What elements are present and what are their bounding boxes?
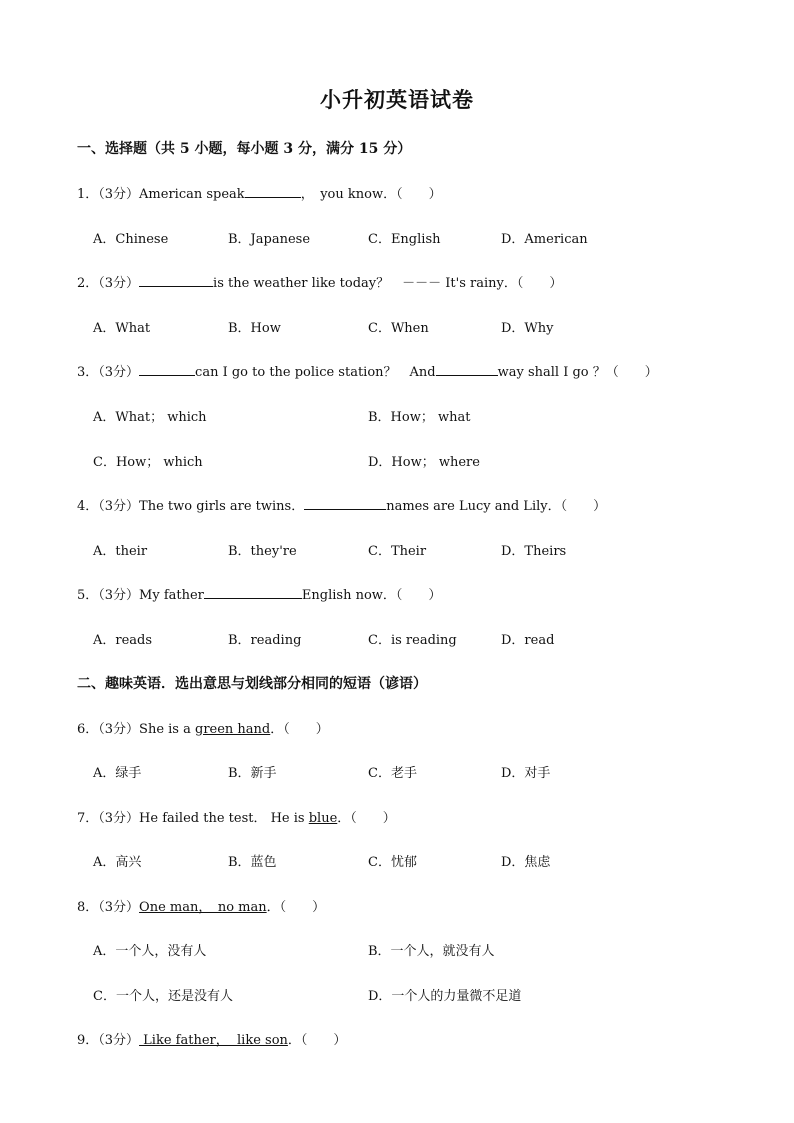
question-2-option-a[interactable]: A．What [93,321,151,336]
question-5-option-c[interactable]: C．is reading [368,633,457,648]
question-1-option-c[interactable]: C．English [368,232,441,247]
question-3-prefix: 3．（3分） [77,365,140,380]
question-6-option-b[interactable]: B．新手 [228,766,277,781]
question-5-prefix: 5．（3分）My father [77,588,204,603]
question-3-blank-1 [139,362,195,376]
question-5-suffix: English now．（ ） [301,588,442,603]
question-1-option-a[interactable]: A．Chinese [93,232,169,247]
question-1-suffix: ， you know．（ ） [300,187,442,202]
question-7-option-a[interactable]: A．高兴 [93,855,142,870]
question-4-option-b[interactable]: B．they're [228,544,297,559]
question-7-suffix: ．（ ） [337,811,396,826]
question-5-blank [204,585,302,599]
question-2 [77,272,562,291]
question-3 [77,361,658,380]
question-1 [77,183,442,202]
question-8-option-d[interactable]: D．一个人的力量微不足道 [368,989,522,1004]
question-8-option-a[interactable]: A．一个人，没有人 [93,944,207,959]
question-7 [77,807,396,826]
question-1-blank [245,184,301,198]
question-8-option-c[interactable]: C．一个人，还是没有人 [93,989,233,1004]
question-3-option-d[interactable]: D．How； where [368,455,480,470]
question-7-underlined: blue [308,811,338,826]
question-5-option-d[interactable]: D．read [501,633,555,648]
question-4-option-d[interactable]: D．Theirs [501,544,567,559]
question-8-suffix: ．（ ） [266,900,326,915]
question-2-suffix: is the weather like today？ －－－ It's rainy．（ ） [213,276,563,291]
question-4 [77,495,606,514]
section-heading-2: 二、趣味英语．选出意思与划线部分相同的短语（谚语） [77,676,427,692]
question-6 [77,718,329,737]
question-4-prefix: 4．（3分）The two girls are twins． [77,499,305,514]
question-8-option-b[interactable]: B．一个人，就没有人 [368,944,495,959]
question-4-blank [304,496,386,510]
question-5-option-b[interactable]: B．reading [228,633,302,648]
question-3-option-b[interactable]: B．How； what [368,410,471,425]
question-9-suffix: ．（ ） [287,1033,347,1048]
question-3-middle: can I go to the police station？ And [195,365,436,380]
question-8 [77,896,325,915]
question-6-option-d[interactable]: D．对手 [501,766,551,781]
question-8-prefix: 8．（3分） [77,900,140,915]
question-2-prefix: 2．（3分） [77,276,140,291]
question-1-option-d[interactable]: D．American [501,232,588,247]
question-6-prefix: 6．（3分）She is a [77,722,195,737]
question-3-blank-2 [436,362,498,376]
question-8-underlined: One man， no man [139,900,267,915]
question-5-option-a[interactable]: A．reads [93,633,153,648]
question-4-option-a[interactable]: A．their [93,544,148,559]
question-6-option-a[interactable]: A．绿手 [93,766,142,781]
question-2-option-d[interactable]: D．Why [501,321,554,336]
question-9-prefix: 9．（3分） [77,1033,140,1048]
question-2-option-b[interactable]: B．How [228,321,281,336]
question-7-option-d[interactable]: D．焦虑 [501,855,551,870]
question-3-option-c[interactable]: C．How； which [93,455,203,470]
question-7-option-b[interactable]: B．蓝色 [228,855,277,870]
question-2-option-c[interactable]: C．When [368,321,429,336]
question-7-option-c[interactable]: C．忧郁 [368,855,417,870]
question-9-underlined: Like father， like son [139,1033,288,1048]
question-3-option-a[interactable]: A．What； which [93,410,207,425]
question-6-option-c[interactable]: C．老手 [368,766,417,781]
question-1-option-b[interactable]: B．Japanese [228,232,311,247]
question-5 [77,584,441,603]
page-title: 小升初英语试卷 [320,87,474,112]
question-7-prefix: 7．（3分）He failed the test． He is [77,811,309,826]
section-heading-1: 一、选择题（共 5 小题，每小题 3 分，满分 15 分） [77,141,412,157]
question-9 [77,1029,346,1048]
question-3-suffix: way shall I go ？（ ） [497,365,658,380]
question-2-blank [139,273,213,287]
question-6-suffix: ．（ ） [270,722,329,737]
question-1-prefix: 1．（3分）American speak [77,187,245,202]
question-4-option-c[interactable]: C．Their [368,544,427,559]
question-4-suffix: names are Lucy and Lily．（ ） [386,499,607,514]
question-6-underlined: green hand [195,722,271,737]
